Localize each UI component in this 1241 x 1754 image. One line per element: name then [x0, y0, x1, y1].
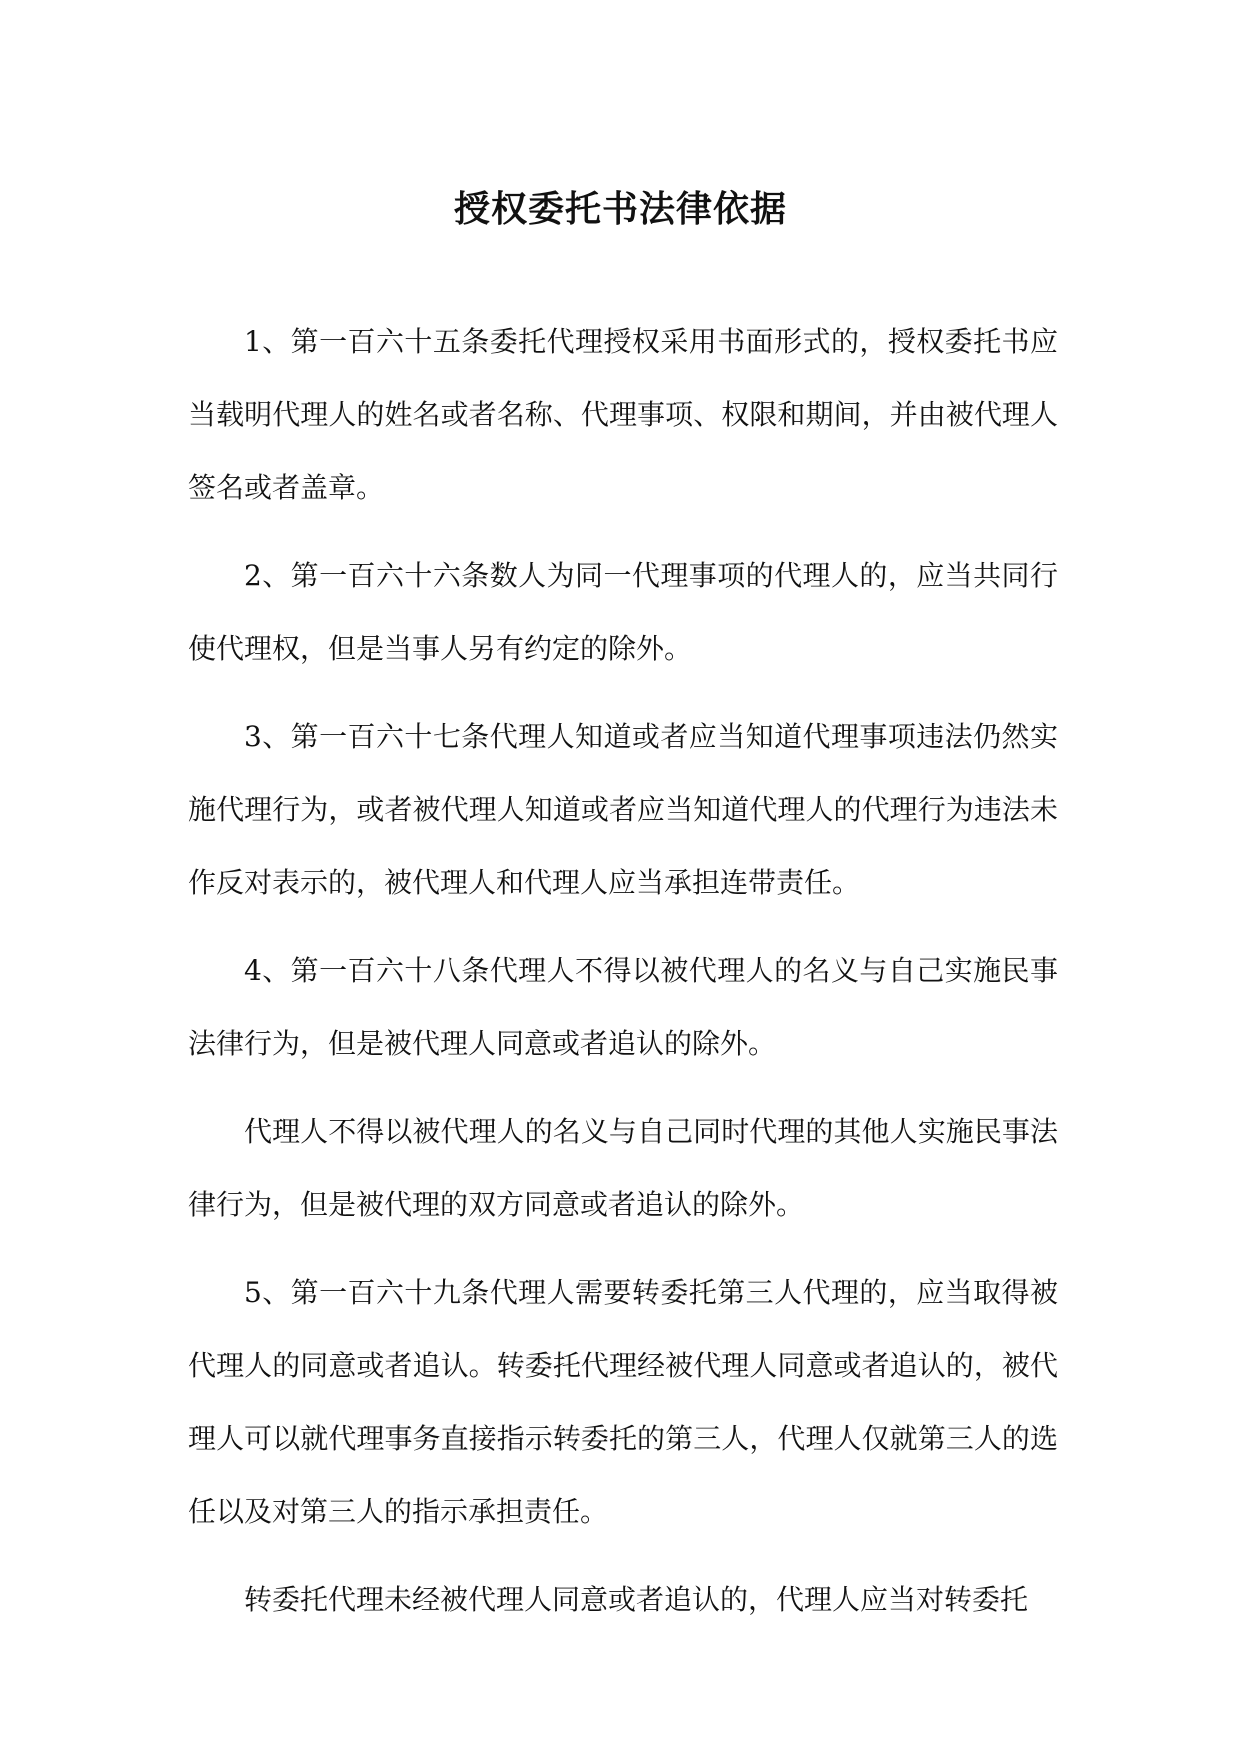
paragraph-article-169-second: 转委托代理未经被代理人同意或者追认的，代理人应当对转委托 [244, 1583, 1029, 1616]
paragraph-article-169: 5、第一百六十九条代理人需要转委托第三人代理的，应当取得被代理人的同意或者追认。转委托代理经被代理人同意或者追认的，被代理人可以就代理事务直接指示转委托的第三人，代理人仅就第三人的选任以及对第三人的指示承担责任。 [188, 1276, 1058, 1528]
paragraph-article-168-second: 代理人不得以被代理人的名义与自己同时代理的其他人实施民事法律行为，但是被代理的双方同意或者追认的除外。 [188, 1115, 1058, 1221]
paragraph-article-165: 1、第一百六十五条委托代理授权采用书面形式的，授权委托书应当载明代理人的姓名或者名称、代理事项、权限和期间，并由被代理人签名或者盖章。 [188, 325, 1058, 504]
document-body [188, 305, 1058, 1651]
document-title: 授权委托书法律依据 [453, 188, 787, 230]
paragraph-article-168: 4、第一百六十八条代理人不得以被代理人的名义与自己实施民事法律行为，但是被代理人同意或者追认的除外。 [188, 954, 1058, 1060]
paragraph-article-167: 3、第一百六十七条代理人知道或者应当知道代理事项违法仍然实施代理行为，或者被代理人知道或者应当知道代理人的代理行为违法未作反对表示的，被代理人和代理人应当承担连带责任。 [188, 720, 1058, 899]
paragraph-article-166: 2、第一百六十六条数人为同一代理事项的代理人的，应当共同行使代理权，但是当事人另有约定的除外。 [188, 559, 1058, 665]
